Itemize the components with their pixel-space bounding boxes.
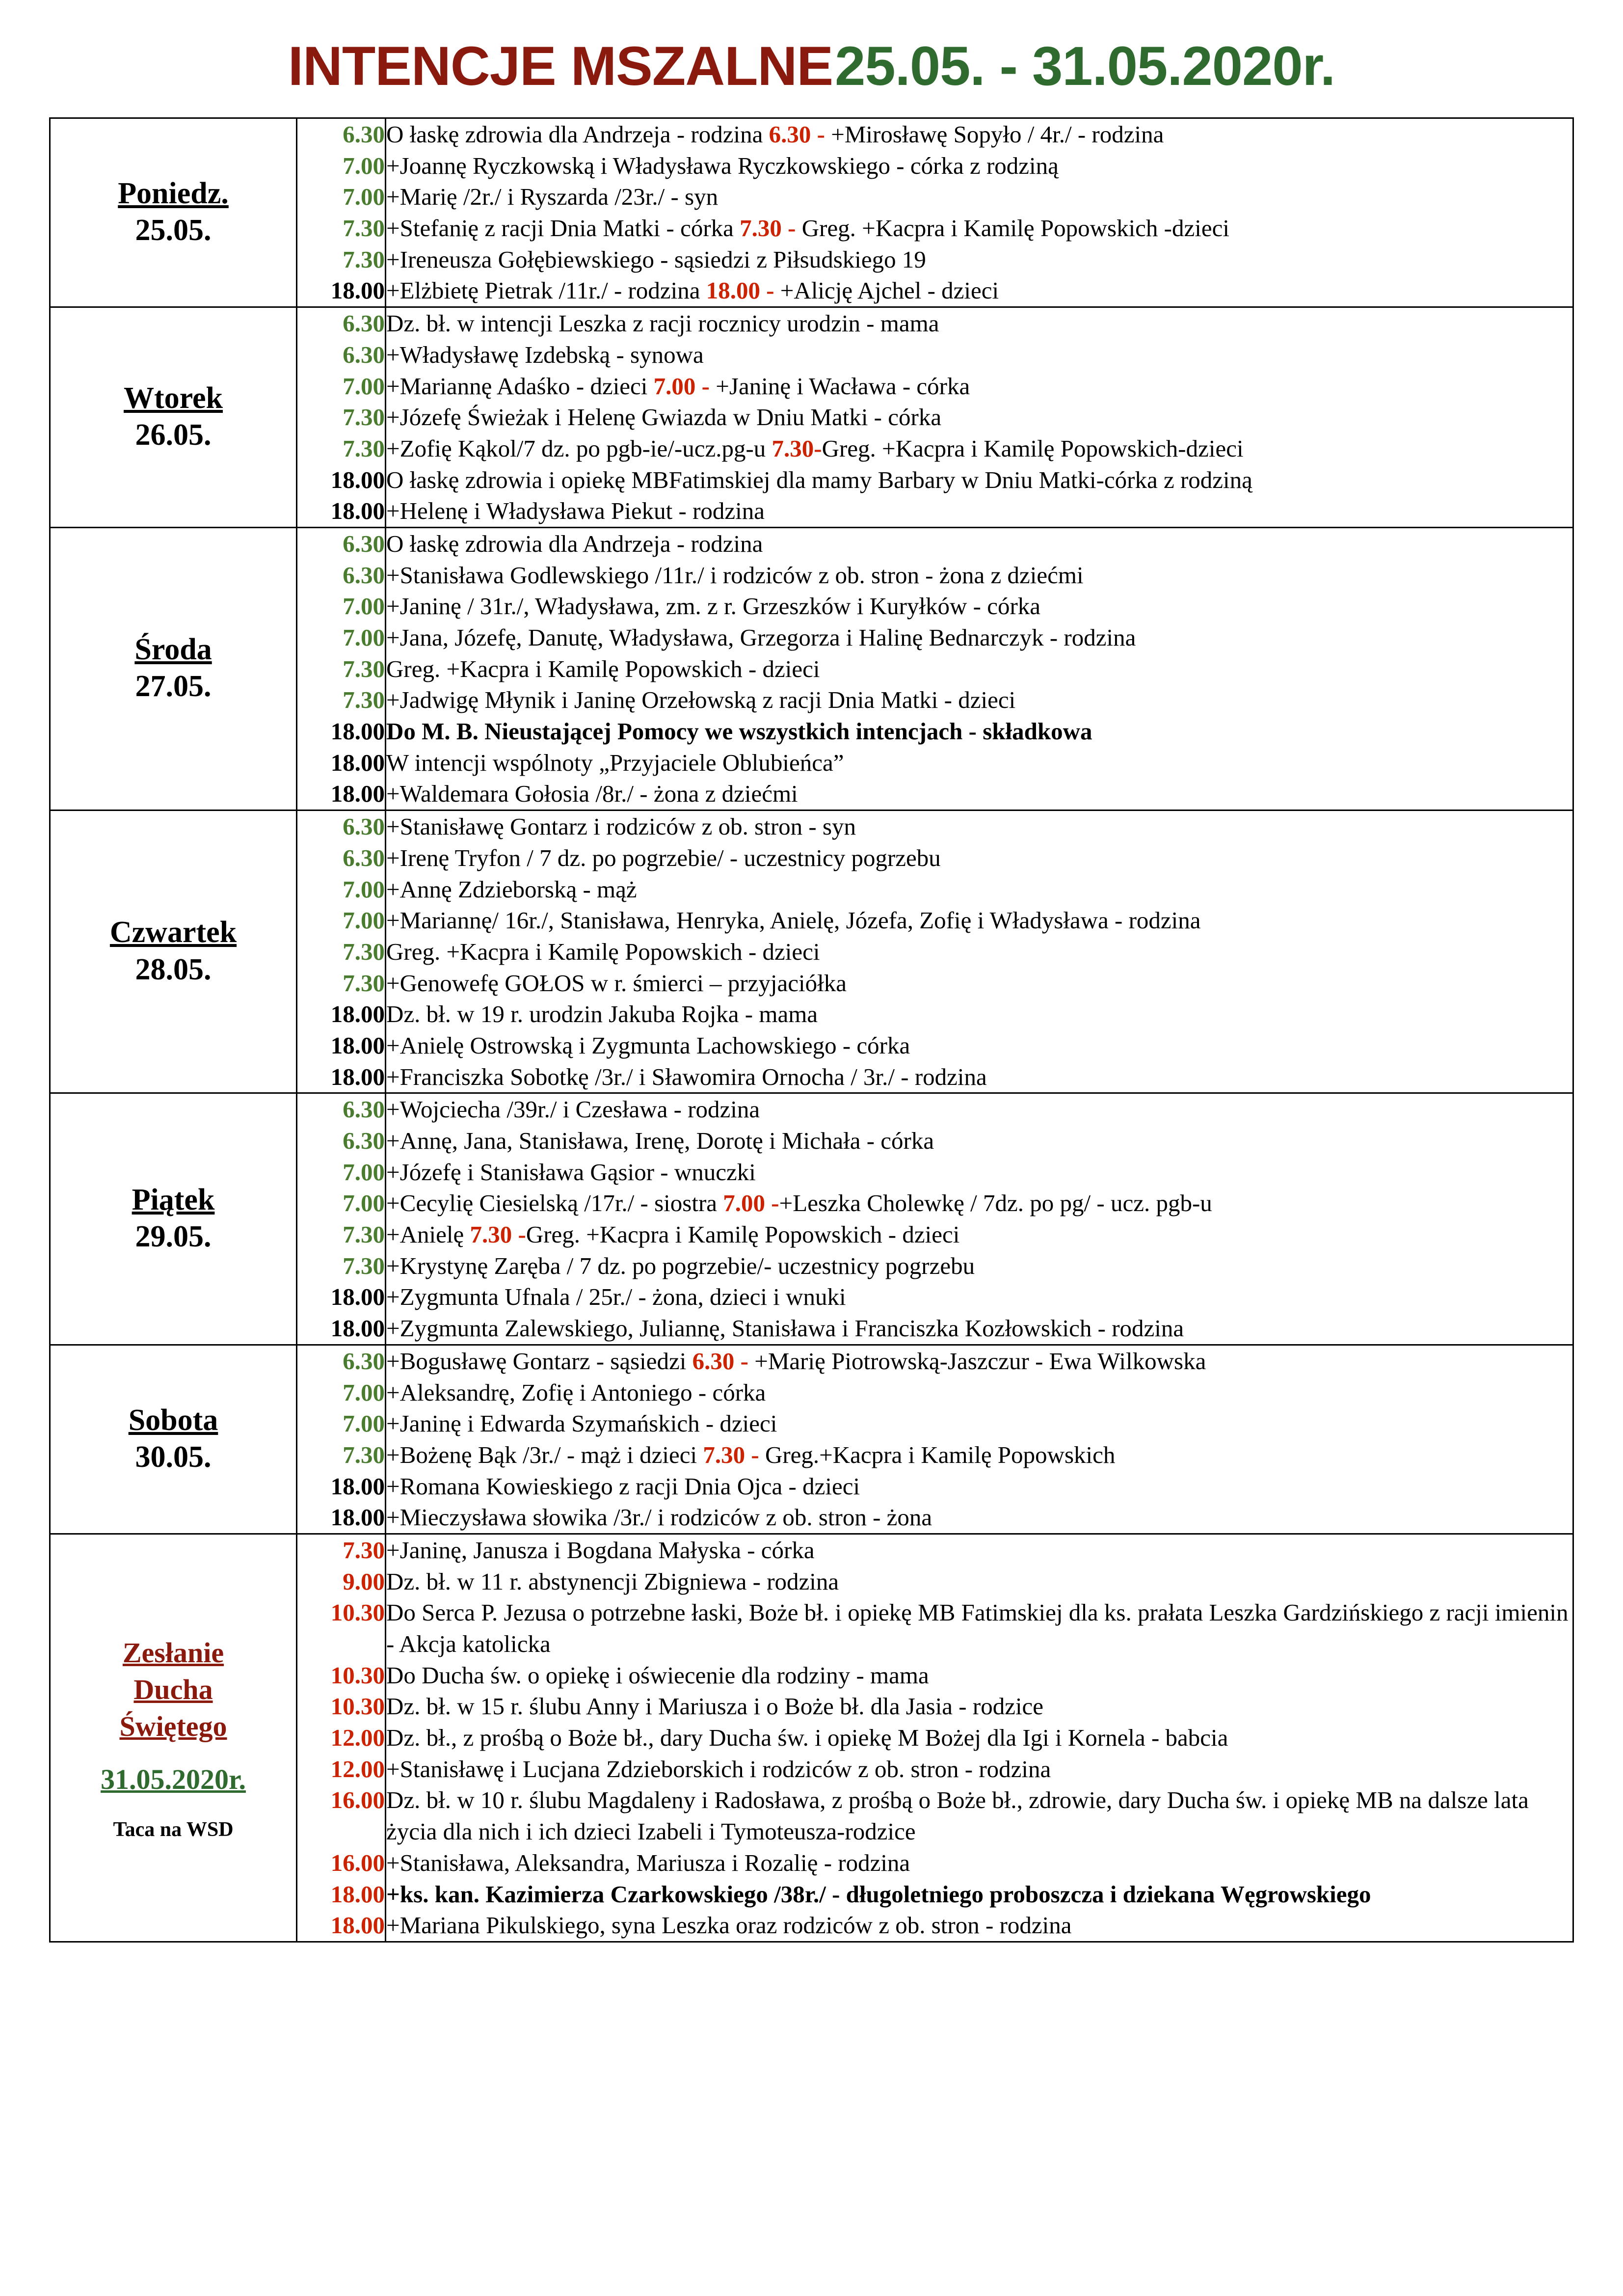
intention-text [386,119,1573,150]
day-date: 30.05. [135,1440,212,1474]
intention-row [297,1910,1572,1941]
intention-row [297,528,1572,560]
intention-text [386,495,1573,527]
intention-text [386,464,1573,496]
intention-time: 12.00 [330,1755,385,1783]
day-name: Środa [134,633,212,667]
intention-text [386,1754,1573,1785]
intention-row [297,1219,1572,1250]
intention-time: 7.00 [343,593,385,620]
intention-time: 7.30 [343,1252,385,1279]
intention-text [386,1188,1573,1219]
intention-text-part: +Marię /2r./ i Ryszarda /23r./ - syn [386,183,718,211]
day-date: 26.05. [135,418,212,452]
intention-text-part: O łaskę zdrowia dla Andrzeja - rodzina [386,121,769,148]
intention-text [386,1281,1573,1313]
intention-time: 18.00 [330,1031,385,1059]
intention-text [386,1879,1573,1910]
intention-text-part: O łaskę zdrowia dla Andrzeja - rodzina [386,530,763,557]
intention-time: 10.30 [330,1599,385,1626]
day-intentions-cell [297,527,1573,810]
day-name: Czwartek [109,916,237,949]
intention-row [297,371,1572,402]
intention-row [297,999,1572,1030]
intention-text-part: +Joannę Ryczkowską i Władysława Ryczkowskiego - córka z rodziną [386,152,1059,179]
intention-text [386,1910,1573,1941]
intention-text-part: +Stanisława, Aleksandra, Mariusza i Rozalię - rodzina [386,1849,910,1876]
intention-time: 7.00 [343,152,385,179]
intention-time: 6.30 [343,530,385,557]
intention-row [297,1597,1572,1659]
intention-row [297,1660,1572,1691]
intention-row [297,1879,1572,1910]
intention-text [386,778,1573,810]
intention-text-part: +Franciszka Sobotkę /3r./ i Sławomira Ornocha / 3r./ - rodzina [386,1063,987,1090]
intention-text-part: +Mirosławę Sopyło / 4r./ - rodzina [831,121,1164,148]
intention-text [386,653,1573,685]
intention-time: 10.30 [330,1693,385,1720]
intention-time-inline: 7.00 - [653,372,716,400]
intention-text [386,1313,1573,1344]
intention-text [386,1566,1573,1597]
intention-time: 18.00 [330,1912,385,1939]
intention-row [297,244,1572,275]
intention-text [386,968,1573,999]
intention-row [297,1250,1572,1282]
intention-text [386,1502,1573,1533]
intention-text-part: +Anielę [386,1221,470,1248]
day-name: Wtorek [123,381,223,415]
intention-row [297,1722,1572,1754]
title-main-text: INTENCJE MSZALNE [288,35,833,97]
intention-text-part: Greg. +Kacpra i Kamilę Popowskich - dzieci [526,1221,960,1248]
intention-row [297,1313,1572,1344]
intention-text-part: +Annę Zdzieborską - mąż [386,875,637,903]
intention-time: 7.00 [343,1189,385,1217]
intention-row [297,1188,1572,1219]
intention-text-part: +Genowefę GOŁOS w r. śmierci – przyjaciółka [386,969,847,997]
intention-row [297,1691,1572,1722]
intention-time-inline: 7.00 - [723,1189,779,1217]
intention-text-part: +Zygmunta Ufnala / 25r./ - żona, dzieci i wnuki [386,1283,846,1311]
day-intentions-cell [297,1345,1573,1534]
intention-row [297,213,1572,244]
intention-row [297,1061,1572,1093]
intention-row [297,1535,1572,1566]
intention-text [386,1250,1573,1282]
intention-time: 7.30 [343,404,385,431]
intention-text [386,1408,1573,1439]
intention-time: 7.30 [343,938,385,965]
day-intentions-cell [297,1534,1573,1942]
intention-text [386,716,1573,747]
day-label-cell [50,118,297,307]
intention-text [386,1471,1573,1502]
intention-text [386,999,1573,1030]
intention-row [297,905,1572,936]
intention-text-part: +Anielę Ostrowską i Zygmunta Lachowskiego - córka [386,1031,910,1059]
intention-row [297,433,1572,464]
intention-row [297,339,1572,371]
intention-row [297,150,1572,182]
intention-row [297,308,1572,339]
day-name: Poniedz. [118,176,229,210]
intention-text [386,842,1573,874]
title-date-range: 25.05. - 31.05.2020r. [835,35,1335,97]
intention-time: 7.00 [343,372,385,400]
intention-text-part: Dz. bł. w 11 r. abstynencji Zbigniewa - rodzina [386,1567,839,1595]
intention-text [386,747,1573,779]
intention-text-part: +Stanisławę Gontarz i rodziców z ob. stron - syn [386,813,856,840]
intention-row [297,842,1572,874]
intention-time: 6.30 [343,1347,385,1375]
intention-time: 6.30 [343,813,385,840]
day-name: Piątek [132,1183,215,1216]
day-date: 29.05. [135,1219,212,1253]
intention-text-part: +Aleksandrę, Zofię i Antoniego - córka [386,1378,766,1406]
intention-row [297,716,1572,747]
intention-text [386,560,1573,591]
intention-text [386,371,1573,402]
intention-time: 18.00 [330,497,385,525]
intention-time: 7.30 [343,1536,385,1564]
intention-time: 7.30 [343,1221,385,1248]
intention-time: 7.30 [343,655,385,682]
day-row [50,810,1573,1093]
intention-time: 6.30 [343,1096,385,1123]
intention-text-part: Dz. bł. w 10 r. ślubu Magdaleny i Radosława, z prośbą o Boże bł., zdrowie, dary Ducha św. i opiekę MB na dalsze lata życia dla nich i ich dzieci Izabeli i Tymoteusza-rodzice [386,1786,1529,1845]
day-row [50,1345,1573,1534]
intention-text [386,213,1573,244]
intention-row [297,1346,1572,1377]
intention-text-part: Dz. bł. w 15 r. ślubu Anny i Mariusza i o Boże bł. dla Jasia - rodzice [386,1693,1044,1720]
intention-text [386,1061,1573,1093]
intention-time: 18.00 [330,1000,385,1028]
intention-time: 12.00 [330,1724,385,1752]
intention-text-part: Do M. B. Nieustającej Pomocy we wszystkich intencjach - składkowa [386,718,1092,745]
intention-text-part: +Jana, Józefę, Danutę, Władysława, Grzegorza i Halinę Bednarczyk - rodzina [386,624,1136,651]
intention-row [297,1471,1572,1502]
intention-time: 18.00 [330,780,385,808]
intention-time: 18.00 [330,1063,385,1090]
intention-time: 7.30 [343,1441,385,1468]
intention-row [297,1377,1572,1408]
intention-text [386,1157,1573,1188]
day-row [50,1093,1573,1345]
intention-text-part: Greg. +Kacpra i Kamilę Popowskich -dzieci [801,215,1229,242]
intention-text-part: Greg. +Kacpra i Kamilę Popowskich-dzieci [822,434,1244,462]
intention-text [386,1219,1573,1250]
intention-time: 6.30 [343,1127,385,1154]
intention-row [297,464,1572,496]
intention-text [386,905,1573,936]
intention-row [297,1754,1572,1785]
intention-row [297,495,1572,527]
intention-text-part: Dz. bł. w 19 r. urodzin Jakuba Rojka - mama [386,1000,818,1028]
day-label-cell [50,1345,297,1534]
intention-time: 18.00 [330,1472,385,1500]
intention-text [386,684,1573,716]
intention-row [297,1408,1572,1439]
day-name: Sobota [128,1403,218,1437]
intention-text [386,181,1573,213]
intention-text-part: +Mariana Pikulskiego, syna Leszka oraz rodziców z ob. stron - rodzina [386,1912,1072,1939]
intention-time: 18.00 [330,277,385,304]
intention-text [386,874,1573,905]
intention-text [386,936,1573,968]
intention-row [297,275,1572,306]
intention-row [297,1030,1572,1061]
intention-text [386,1030,1573,1061]
page-title [49,34,1574,98]
intention-time-inline: 7.30 - [703,1441,765,1468]
day-intentions-cell [297,118,1573,307]
day-label-cell [50,810,297,1093]
intention-text [386,1847,1573,1879]
intention-text-part: +Leszka Cholewkę / 7dz. po pg/ - ucz. pgb-u [779,1189,1212,1217]
day-label-cell [50,1534,297,1942]
intention-time: 10.30 [330,1661,385,1689]
intention-text-part: +Irenę Tryfon / 7 dz. po pogrzebie/ - uczestnicy pogrzebu [386,844,941,871]
day-date: 27.05. [135,670,212,703]
intention-row [297,119,1572,150]
intention-text-part: +Romana Kowieskiego z racji Dnia Ojca - dzieci [386,1472,860,1500]
intention-time: 16.00 [330,1849,385,1876]
intention-text-part: +Stefanię z racji Dnia Matki - córka [386,215,740,242]
intention-text [386,402,1573,433]
intention-text [386,1784,1573,1847]
intention-text-part: +Janinę i Edwarda Szymańskich - dzieci [386,1410,777,1437]
intention-row [297,1439,1572,1471]
intention-text [386,1377,1573,1408]
intention-text-part: +Alicję Ajchel - dzieci [780,277,999,304]
intention-time: 16.00 [330,1786,385,1814]
intention-text-part: +Władysławę Izdebską - synowa [386,341,704,368]
day-row [50,527,1573,810]
intention-text-part: +Ireneusza Gołębiewskiego - sąsiedzi z Piłsudskiego 19 [386,245,926,273]
intention-text [386,591,1573,622]
intention-time: 7.00 [343,624,385,651]
intention-row [297,1157,1572,1188]
intention-row [297,653,1572,685]
intention-time: 6.30 [343,341,385,368]
intention-text [386,811,1573,842]
intention-time: 7.00 [343,1410,385,1437]
intention-row [297,1094,1572,1125]
schedule-table [49,117,1574,1943]
day-date: 28.05. [135,952,212,986]
intention-time: 7.30 [343,245,385,273]
intention-row [297,936,1572,968]
intention-row [297,778,1572,810]
intention-text-part: +Jadwigę Młynik i Janinę Orzełowską z racji Dnia Matki - dzieci [386,686,1016,714]
intention-text-part: +Janinę i Wacława - córka [716,372,970,400]
intention-text-part: O łaskę zdrowia i opiekę MBFatimskiej dla mamy Barbary w Dniu Matki-córka z rodziną [386,466,1252,493]
intention-text [386,308,1573,339]
intention-time: 18.00 [330,1283,385,1311]
intention-text-part: +Bożenę Bąk /3r./ - mąż i dzieci [386,1441,703,1468]
intention-time: 6.30 [343,121,385,148]
intention-text-part: +Józefę i Stanisława Gąsior - wnuczki [386,1158,756,1186]
intention-time: 7.30 [343,969,385,997]
intention-time: 18.00 [330,1880,385,1908]
intention-time: 7.30 [343,215,385,242]
intention-row [297,684,1572,716]
intention-text [386,1535,1573,1566]
intention-row [297,968,1572,999]
intention-time: 18.00 [330,1504,385,1531]
intention-text [386,1691,1573,1722]
intention-text [386,1597,1573,1659]
intention-text-part: +Wojciecha /39r./ i Czesława - rodzina [386,1096,760,1123]
intention-row [297,622,1572,653]
intention-time-inline: 6.30 - [769,121,831,148]
intention-row [297,1847,1572,1879]
intention-text [386,339,1573,371]
intention-text-part: Greg. +Kacpra i Kamilę Popowskich - dzieci [386,938,820,965]
intention-text-part: Dz. bł., z prośbą o Boże bł., dary Ducha św. i opiekę M Bożej dla Igi i Kornela - babcia [386,1724,1228,1752]
intention-row [297,1281,1572,1313]
intention-row [297,1566,1572,1597]
intention-text-part: W intencji wspólnoty „Przyjaciele Oblubieńca” [386,749,844,776]
intention-time-inline: 7.30 - [470,1221,526,1248]
intention-text-part: +Elżbietę Pietrak /11r./ - rodzina [386,277,706,304]
day-row [50,118,1573,307]
intention-time: 7.00 [343,1158,385,1186]
intention-text-part: +Mariannę/ 16r./, Stanisława, Henryka, Anielę, Józefa, Zofię i Władysława - rodzina [386,907,1201,934]
intention-time-inline: 18.00 - [706,277,780,304]
intention-text-part: Greg. +Kacpra i Kamilę Popowskich - dzieci [386,655,820,682]
day-label-cell [50,1093,297,1345]
intention-text [386,1346,1573,1377]
day-name: Zesłanie Ducha Świętego [119,1636,227,1743]
intention-text [386,433,1573,464]
intention-text [386,528,1573,560]
intention-text-part: Do Ducha św. o opiekę i oświecenie dla rodziny - mama [386,1661,929,1689]
day-intentions-cell [297,810,1573,1093]
intention-text [386,1125,1573,1157]
intention-row [297,591,1572,622]
day-date: 31.05.2020r. [101,1763,246,1795]
intention-text [386,622,1573,653]
intention-text-part: +Helenę i Władysława Piekut - rodzina [386,497,765,525]
intention-time: 18.00 [330,718,385,745]
intention-text-part: +Janinę / 31r./, Władysława, zm. z r. Grzeszków i Kuryłków - córka [386,593,1041,620]
intention-time: 6.30 [343,310,385,337]
day-intentions-cell [297,1093,1573,1345]
day-intentions-cell [297,307,1573,528]
intention-row [297,874,1572,905]
intention-row [297,1784,1572,1847]
intention-text-part: +ks. kan. Kazimierza Czarkowskiego /38r./ - długoletniego proboszcza i dziekana Węgrowskiego [386,1880,1371,1908]
intention-text-part: +Marię Piotrowską-Jaszczur - Ewa Wilkowska [754,1347,1206,1375]
intention-text-part: +Cecylię Ciesielską /17r./ - siostra [386,1189,723,1217]
intention-time: 7.00 [343,875,385,903]
intention-text-part: +Stanisławę i Lucjana Zdzieborskich i rodziców z ob. stron - rodzina [386,1755,1051,1783]
intention-row [297,181,1572,213]
intention-time: 6.30 [343,561,385,589]
intention-text-part: +Zygmunta Zalewskiego, Juliannę, Stanisława i Franciszka Kozłowskich - rodzina [386,1315,1184,1342]
intention-time: 9.00 [343,1567,385,1595]
collection-note: Taca na WSD [113,1818,234,1841]
intention-time-inline: 6.30 - [692,1347,755,1375]
intention-row [297,560,1572,591]
intention-text-part: +Mieczysława słowika /3r./ i rodziców z ob. stron - żona [386,1504,932,1531]
intention-time: 7.30 [343,686,385,714]
intention-row [297,1125,1572,1157]
intention-time: 7.00 [343,907,385,934]
intention-text-part: +Stanisława Godlewskiego /11r./ i rodziców z ob. stron - żona z dziećmi [386,561,1084,589]
intention-text-part: +Zofię Kąkol/7 dz. po pgb-ie/-ucz.pg-u [386,434,772,462]
intention-text-part: +Mariannę Adaśko - dzieci [386,372,654,400]
intention-row [297,747,1572,779]
day-row [50,1534,1573,1942]
intention-text [386,275,1573,306]
day-label-cell [50,527,297,810]
day-row [50,307,1573,528]
intention-time: 7.00 [343,183,385,211]
intention-text-part: +Annę, Jana, Stanisława, Irenę, Dorotę i Michała - córka [386,1127,934,1154]
intention-text [386,150,1573,182]
intention-time-inline: 7.30 - [740,215,802,242]
day-label-cell [50,307,297,528]
intention-time-inline: 7.30- [772,434,822,462]
day-date: 25.05. [135,213,212,247]
intention-text [386,1722,1573,1754]
intention-text [386,1439,1573,1471]
intention-row [297,811,1572,842]
intention-text [386,1660,1573,1691]
intention-text-part: +Waldemara Gołosia /8r./ - żona z dziećmi [386,780,798,808]
intention-text-part: +Bogusławę Gontarz - sąsiedzi [386,1347,692,1375]
intention-time: 18.00 [330,1315,385,1342]
intention-text-part: +Janinę, Janusza i Bogdana Małyska - córka [386,1536,815,1564]
intention-text-part: Do Serca P. Jezusa o potrzebne łaski, Boże bł. i opiekę MB Fatimskiej dla ks. prałata Leszka Gardzińskiego z racji imienin - Akcja katolicka [386,1599,1569,1657]
intention-text-part: +Józefę Świeżak i Helenę Gwiazda w Dniu Matki - córka [386,404,942,431]
intention-text-part: Dz. bł. w intencji Leszka z racji rocznicy urodzin - mama [386,310,939,337]
intention-time: 18.00 [330,466,385,493]
intention-text [386,244,1573,275]
intention-text [386,1094,1573,1125]
intention-time: 7.30 [343,434,385,462]
intention-text-part: Greg.+Kacpra i Kamilę Popowskich [765,1441,1116,1468]
intention-time: 7.00 [343,1378,385,1406]
intention-time: 18.00 [330,749,385,776]
intention-row [297,1502,1572,1533]
intention-row [297,402,1572,433]
intention-time: 6.30 [343,844,385,871]
intention-text-part: +Krystynę Zaręba / 7 dz. po pogrzebie/- uczestnicy pogrzebu [386,1252,975,1279]
